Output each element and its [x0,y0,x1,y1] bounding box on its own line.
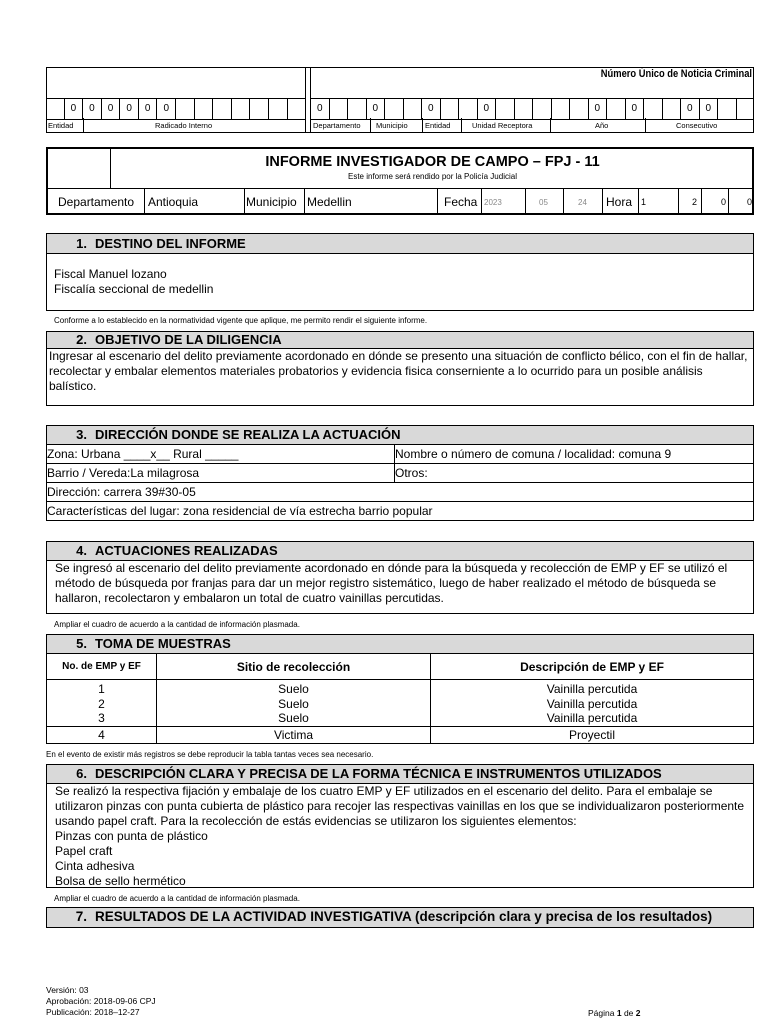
section-7-title: RESULTADOS DE LA ACTIVIDAD INVESTIGATIVA (descripción clara y precisa de los resultados) [95,909,713,924]
cell-no: 2 [47,696,157,711]
list-item: Papel craft [55,844,113,858]
digit-box: 0 [102,99,121,119]
section-7-number: 7. [75,909,87,924]
zona-cell [47,445,395,464]
caracteristicas-cell [47,502,754,521]
section-2-body [46,348,754,406]
hora-label: Hora [606,195,633,209]
radicado-digits [46,98,305,120]
section-3-header [46,425,754,445]
comuna-cell [395,445,754,464]
section-2-number: 2. [76,332,87,347]
cell-divider [638,189,639,214]
digit-box [644,99,663,119]
table-row [47,696,754,711]
digit-box: 0 [422,99,441,119]
section-6-body [46,783,754,888]
label-divider [550,118,551,133]
cell-desc: Vainilla percutida [431,711,754,726]
digit-box [441,99,460,119]
cell-divider [244,189,245,214]
cell-divider [602,189,603,214]
muestras-table [46,653,754,744]
digit-box [404,99,423,119]
digit-box: 0 [589,99,608,119]
municipio-value: Medellin [307,195,352,209]
digit-box [232,99,251,119]
departamento-label: Departamento [58,195,135,209]
section-1-number: 1. [76,236,87,251]
comuna-text: Nombre o número de comuna / localidad: comuna 9 [395,447,672,461]
section-5-note: En el evento de existir más registros se debe reproducir la tabla tantas veces sea necesario. [46,750,374,759]
destino-line-1: Fiscal Manuel lozano [54,267,167,281]
digit-box [213,99,232,119]
digit-box [663,99,682,119]
section-2-title: OBJETIVO DE LA DILIGENCIA [95,332,282,347]
municipio-label: Municipio [246,195,297,209]
page-current: 1 [616,1008,622,1018]
cell-desc: Proyectil [431,726,754,743]
digit-box [46,99,65,119]
cell-no: 1 [47,680,157,697]
digit-box: 0 [65,99,84,119]
section-1-title: DESTINO DEL INFORME [95,236,246,251]
cell-divider [304,189,305,214]
digit-box [176,99,195,119]
col-header-no: No. de EMP y EF [47,654,157,680]
section-6-title: DESCRIPCIÓN CLARA Y PRECISA DE LA FORMA TÉCNICA E INSTRUMENTOS UTILIZADOS [95,766,662,781]
form-subtitle: Este informe será rendido por la Policía Judicial [348,172,517,181]
label-consecutivo: Consecutivo [676,121,718,130]
footer-aprobacion: Aprobación: 2018-09-06 CPJ [46,996,156,1006]
cell-desc: Vainilla percutida [431,696,754,711]
label-divider [370,118,371,133]
barrio-cell [47,464,395,483]
zona-text: Zona: Urbana ____x__ Rural _____ [47,447,239,461]
cell-divider [437,189,438,214]
direccion-text: Dirección: carrera 39#30-05 [47,485,196,499]
cell-divider [144,189,145,214]
table-row [47,726,754,743]
label-unidad: Unidad Receptora [472,121,533,130]
caracteristicas-text: Características del lugar: zona residencial de vía estrecha barrio popular [47,504,433,518]
label-municipio: Municipio [376,121,408,130]
section-5-title: TOMA DE MUESTRAS [95,636,231,651]
col-header-desc: Descripción de EMP y EF [431,654,754,680]
cell-sitio: Suelo [157,711,431,726]
digit-box [496,99,515,119]
hora-digit-3: 0 [721,197,727,207]
digit-box [607,99,626,119]
digit-box [718,99,737,119]
digit-box: 0 [478,99,497,119]
form-title: INFORME INVESTIGADOR DE CAMPO – FPJ - 11 [265,154,600,170]
digit-box: 0 [626,99,645,119]
destino-line-2: Fiscalía seccional de medellin [54,282,214,296]
hora-digit-1: 1 [641,197,647,207]
cell-divider [701,189,702,214]
cell-no: 3 [47,711,157,726]
digit-box [269,99,288,119]
digit-box: 0 [120,99,139,119]
barrio-text: Barrio / Vereda:La milagrosa [47,466,200,480]
fecha-day: 24 [578,198,587,207]
page-total: 2 [635,1008,641,1018]
section-4-body [46,560,754,614]
digit-box [737,99,755,119]
section-4-title: ACTUACIONES REALIZADAS [95,543,278,558]
fecha-label: Fecha [444,195,478,209]
tecnica-text: Se realizó la respectiva fijación y embalaje de los cuatro EMP y EF utilizados en el escenario del delito. Para el embalaje se utilizaron pinzas con punta cubierta de plástico para recojer las respectivas vainillas en los que se individualizaron posteriormente usando papel craft. Para la recolección de estás evidencias se utilizaron los siguientes elementos: [55,784,745,828]
cell-sitio: Suelo [157,680,431,697]
section-3-number: 3. [76,427,87,442]
direccion-table [46,444,754,521]
digit-box [195,99,214,119]
hora-digit-4: 0 [747,197,753,207]
digit-box [330,99,349,119]
label-departamento: Departamento [313,121,361,130]
hora-digit-2: 2 [692,197,698,207]
section-6-note: Ampliar el cuadro de acuerdo a la cantidad de información plasmada. [54,894,300,903]
footer-version: Versión: 03 [46,985,89,995]
cell-desc: Vainilla percutida [431,680,754,697]
digit-box [533,99,552,119]
section-6-number: 6. [76,766,87,781]
section-2-header [46,331,754,349]
digit-box [288,99,306,119]
label-radicado: Radicado Interno [155,121,213,130]
list-item: Cinta adhesiva [55,859,135,873]
fecha-year: 2023 [484,198,502,207]
digit-box: 0 [311,99,330,119]
footer-publicacion: Publicación: 2018–12-27 [46,1007,140,1017]
section-3-title: DIRECCIÓN DONDE SE REALIZA LA ACTUACIÓN [95,427,401,442]
table-row [47,711,754,726]
section-1-header [46,233,754,254]
table-row [47,680,754,697]
section-4-header [46,541,754,561]
page-number [588,1008,641,1018]
cell-sitio: Victima [157,726,431,743]
label-divider [422,118,423,133]
cell-sitio: Suelo [157,696,431,711]
label-anio: Año [595,121,609,130]
label-divider [83,118,84,133]
digit-box: 0 [367,99,386,119]
digit-box [385,99,404,119]
otros-text: Otros: [395,466,428,480]
direccion-cell [47,483,754,502]
cell-divider [525,189,526,214]
digit-box [552,99,571,119]
objetivo-text: Ingresar al escenario del delito previamente acordonado en dónde se presento una situación de conflicto bélico, con el fin de hallar, recolectar y embalar elementos materiales probatorios y evidencia fisica conserniente a lo ocurrido para un posible análisis balístico. [49,349,748,393]
page-prefix: Página [588,1008,617,1018]
section-4-note: Ampliar el cuadro de acuerdo a la cantidad de información plasmada. [54,620,300,629]
cell-divider [563,189,564,214]
label-divider [461,118,462,133]
noticia-digits [311,98,754,120]
cell-divider [678,189,679,214]
departamento-value: Antioquia [148,195,199,209]
digit-box [515,99,534,119]
page-of: de [621,1008,636,1018]
label-entidad-left: Entidad [48,121,74,130]
digit-box [459,99,478,119]
digit-box: 0 [700,99,719,119]
cell-divider [728,189,729,214]
digit-box: 0 [681,99,700,119]
list-item: Bolsa de sello hermético [55,874,186,888]
section-4-number: 4. [76,543,87,558]
digit-box: 0 [139,99,158,119]
cell-divider [481,189,482,214]
actuaciones-text: Se ingresó al escenario del delito previamente acordonado en dónde para la búsqueda y recolección de EMP y EF se utilizó el método de búsqueda por franjas para dar un mejor registro sistemático, luego de haber realizado el método de búsqueda se hallaron, recolectaron y embalaron un total de cuatro vainillas percutidas. [55,561,728,605]
section-5-number: 5. [76,636,87,651]
section-5-header [46,634,754,654]
section-1-note: Conforme a lo establecido en la normatividad vigente que aplique, me permito rendir el siguiente informe. [54,316,428,325]
digit-box [348,99,367,119]
title-row-divider [47,188,753,189]
fecha-month: 05 [539,198,548,207]
section-7-header [46,907,754,928]
cell-no: 4 [47,726,157,743]
list-item: Pinzas con punta de plástico [55,829,208,843]
section-6-header [46,764,754,784]
label-entidad-right: Entidad [425,121,451,130]
label-divider [645,118,646,133]
digit-box [250,99,269,119]
digit-box [570,99,589,119]
otros-cell [395,464,754,483]
col-header-sitio: Sitio de recolección [157,654,431,680]
digit-box: 0 [157,99,176,119]
noticia-label: Número Único de Noticia Criminal [600,68,752,80]
digit-box: 0 [83,99,102,119]
